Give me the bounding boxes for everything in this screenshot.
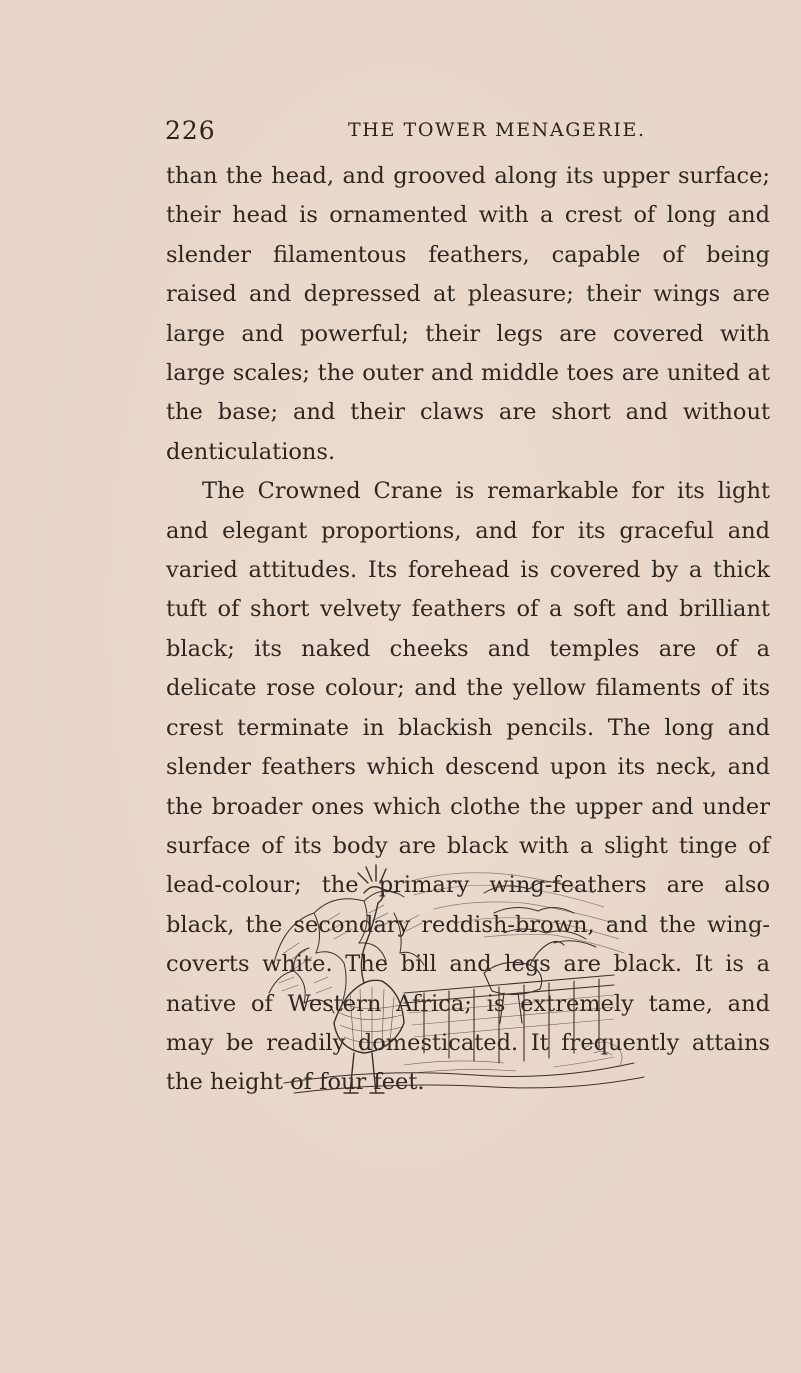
paragraph-1: than the head, and grooved along its upper surface; their head is ornamented with a crest of long and slender filamentous feathers, capable of being raised and depressed at pleasure; their wings are large and powerful; their legs are covered with large scales; the outer and middle toes are united at the base; and their claws are short and without denticulations. bbox=[166, 163, 770, 465]
page-header bbox=[165, 116, 765, 146]
paragraph-2: The Crowned Crane is remarkable for its light and elegant proportions, and for its graceful and varied attitudes. Its forehead is covered by a thick tuft of short velvety feathers of a soft and brilliant black; its naked cheeks and temples are of a delicate rose colour; and the yellow filaments of its crest terminate in blackish pencils. The long and slender feathers which descend upon its neck, and the broader ones which clothe the upper and under surface of its body are black with a slight tinge of lead-colour; the primary wing-feathers are also black, the secondary reddish-brown, and the wing-coverts white. The bill and legs are black. It is a native of Western Africa; is extremely tame, and may be readily domesticated. It frequently attains the height of four feet. bbox=[166, 478, 770, 1096]
running-head: THE TOWER MENAGERIE. bbox=[348, 119, 646, 141]
page-number: 226 bbox=[165, 116, 216, 145]
engraving-vignette-icon bbox=[254, 853, 650, 1103]
